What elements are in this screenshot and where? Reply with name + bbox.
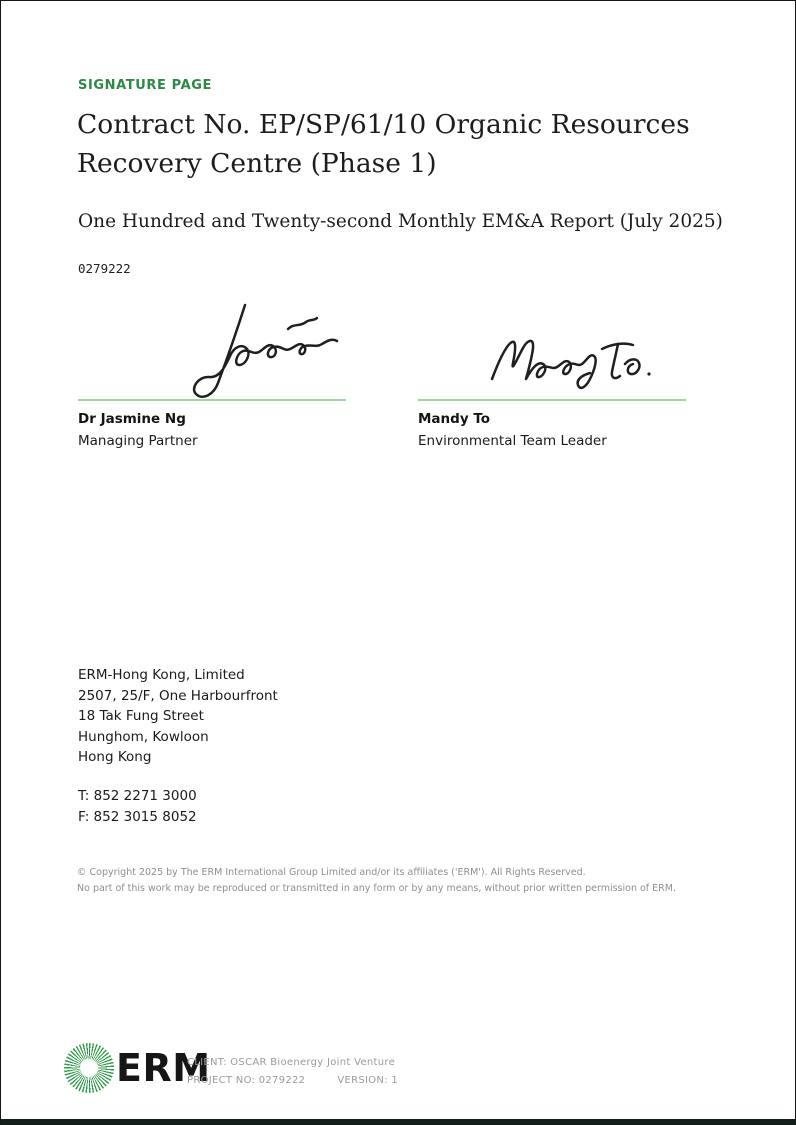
document-title [77,105,757,183]
signature-jasmine-ng-icon [150,303,340,399]
footer-project-row [187,1072,398,1090]
signatory-name: Mandy To [418,411,491,427]
phone-number: T: 852 2271 3000 [78,788,197,804]
address-line: ERM-Hong Kong, Limited [78,667,245,683]
company-address [78,665,278,768]
signature-line-left [78,399,346,401]
footer-client: CLIENT: OSCAR Bioenergy Joint Venture [187,1057,396,1068]
erm-starburst-icon [64,1043,114,1093]
address-line: 18 Tak Fung Street [78,708,204,725]
signature-line-right [418,399,686,401]
document-subtitle: One Hundred and Twenty-second Monthly EM&A Report (July 2025) [78,211,723,232]
signatory-name: Dr Jasmine Ng [78,411,186,427]
copyright-notice [77,865,737,897]
address-line: 2507, 25/F, One Harbourfront [78,687,278,704]
signatory-block-right [418,301,686,449]
footer-metadata [187,1054,398,1090]
signature-area-left [78,301,346,399]
copyright-line1: © Copyright 2025 by The ERM International Group Limited and/or its affiliates ('ERM'). All Rights Reserved. [77,867,586,878]
address-line: Hunghom, Kowloon [78,728,209,745]
address-line: Hong Kong [78,749,152,766]
project-number: 0279222 [78,261,131,276]
document-title-line2: Recovery Centre (Phase 1) [77,148,437,179]
footer-version: VERSION: 1 [337,1075,399,1086]
copyright-line2: No part of this work may be reproduced or transmitted in any form or by any means, without prior written permission of ERM. [77,883,676,894]
page-bottom-bar [1,1119,795,1124]
footer-project-no: PROJECT NO: 0279222 [187,1075,306,1086]
document-title-line1: Contract No. EP/SP/61/10 Organic Resources [77,109,690,140]
signatory-block-left [78,301,346,449]
contact-numbers [78,786,197,828]
signatory-title: Managing Partner [78,433,198,449]
erm-logo-text: ERM [116,1046,211,1090]
signatory-title: Environmental Team Leader [418,433,607,449]
signature-area-right [418,301,686,399]
section-label: SIGNATURE PAGE [78,78,212,93]
signature-mandy-to-icon [486,333,656,393]
fax-number: F: 852 3015 8052 [78,809,197,825]
